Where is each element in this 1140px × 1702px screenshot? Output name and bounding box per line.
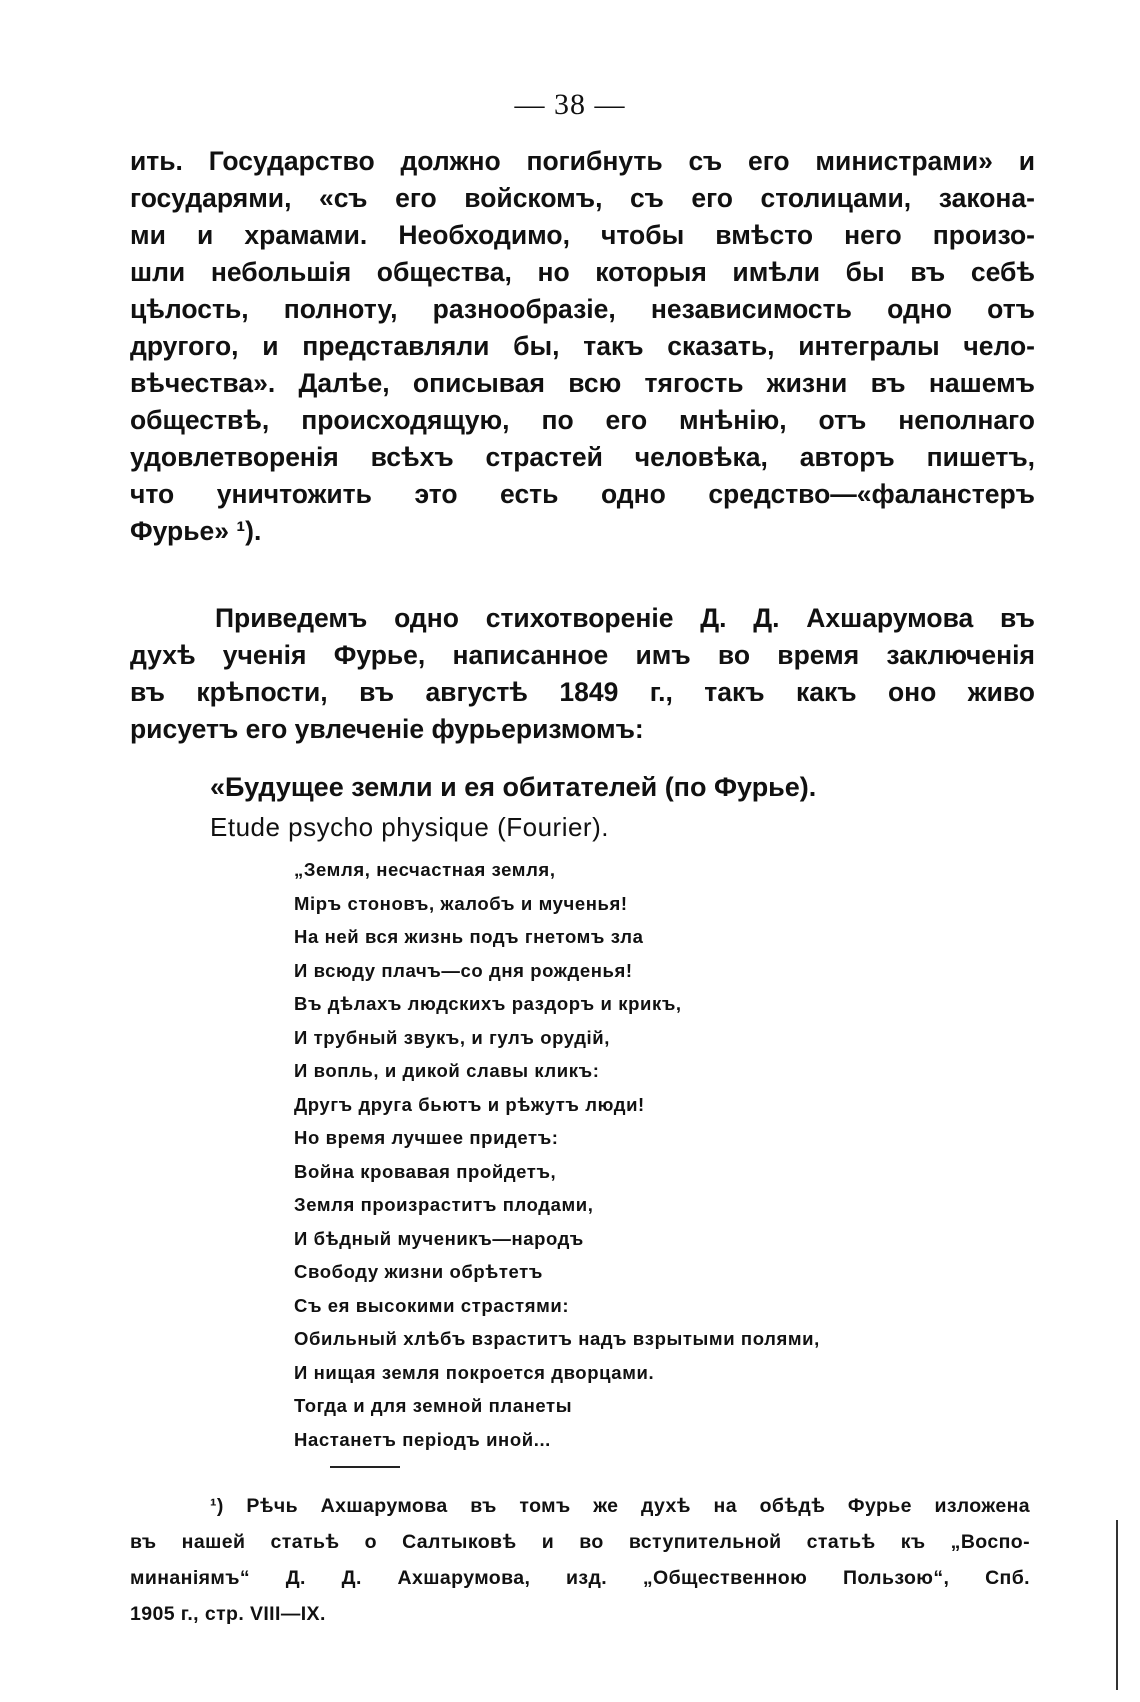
- poem-verses: [294, 853, 820, 1456]
- poem-verse: Тогда и для земной планеты: [294, 1395, 573, 1416]
- text-line: Фурье» ¹).: [130, 516, 262, 546]
- poem-verse: И нищая земля покроется дворцами.: [294, 1361, 655, 1383]
- poem-verse: И всюду плачъ—со дня рожденья!: [294, 959, 633, 981]
- text-line: вѣчества». Далѣе, описывая всю тягость жизни въ нашемъ: [130, 368, 1035, 398]
- text-line: шли небольшія общества, но которыя имѣли бы въ себѣ: [130, 257, 1035, 287]
- text-line: цѣлость, полноту, разнообразіе, независимость одно отъ: [130, 294, 1035, 324]
- poem-verse: И бѣдный мученикъ—народъ: [294, 1227, 584, 1249]
- page-number: — 38 —: [514, 88, 626, 121]
- footnote-line: въ нашей статьѣ о Салтыковѣ и во вступительной статьѣ къ „Воспо-: [130, 1531, 1030, 1553]
- text-line: въ крѣпости, въ августѣ 1849 г., такъ какъ оно живо: [130, 677, 1035, 707]
- text-line: государями, «съ его войскомъ, съ его столицами, закона-: [130, 183, 1035, 213]
- poem-verse: Свободу жизни обрѣтетъ: [294, 1261, 543, 1282]
- footnote-line: ¹) Рѣчь Ахшарумова въ томъ же духѣ на обѣдѣ Фурье изложена: [210, 1495, 1030, 1517]
- poem-verse: Земля произраститъ плодами,: [294, 1194, 594, 1215]
- main-paragraph: [130, 143, 1035, 550]
- text-line: духѣ ученія Фурье, написанное имъ во время заключенія: [130, 640, 1035, 670]
- poem-verse: И трубный звукъ, и гулъ орудій,: [294, 1026, 610, 1048]
- poem-verse: Въ дѣлахъ людскихъ раздоръ и крикъ,: [294, 993, 682, 1014]
- poem-verse: Міръ стоновъ, жалобъ и мученья!: [294, 892, 628, 914]
- poem-verse: Настанетъ періодъ иной...: [294, 1428, 551, 1450]
- poem-verse: Съ ея высокими страстями:: [294, 1294, 570, 1316]
- poem-verse: Обильный хлѣбъ взраститъ надъ взрытыми полями,: [294, 1328, 820, 1349]
- text-line: рисуетъ его увлеченіе фурьеризмомъ:: [130, 714, 644, 744]
- footnote-line: минаніямъ“ Д. Д. Ахшарумова, изд. „Общественною Пользою“, Спб.: [130, 1567, 1030, 1589]
- poem-title: «Будущее земли и ея обитателей (по Фурье).: [210, 772, 817, 802]
- poem-subtitle: Etude psycho physique (Fourier).: [210, 812, 609, 842]
- scan-edge-mark: [1116, 1520, 1118, 1690]
- poem-verse: И вопль, и дикой славы кликъ:: [294, 1060, 600, 1081]
- poem-verse: Но время лучшее придетъ:: [294, 1127, 559, 1148]
- second-paragraph: [130, 600, 1035, 748]
- text-line: что уничтожить это есть одно средство—«фаланстеръ: [130, 479, 1035, 509]
- text-line: ми и храмами. Необходимо, чтобы вмѣсто него произо-: [130, 220, 1035, 250]
- text-line: ить. Государство должно погибнуть съ его министрами» и: [130, 146, 1035, 176]
- footnote: [130, 1488, 1030, 1632]
- text-line: обществѣ, происходящую, по его мнѣнію, отъ неполнаго: [130, 405, 1035, 435]
- poem-verse: Другъ друга бьютъ и рѣжутъ люди!: [294, 1093, 645, 1115]
- text-line: Приведемъ одно стихотвореніе Д. Д. Ахшарумова въ: [215, 603, 1035, 633]
- text-line: удовлетворенія всѣхъ страстей человѣка, авторъ пишетъ,: [130, 442, 1035, 472]
- poem-verse: Война кровавая пройдетъ,: [294, 1160, 557, 1182]
- footnote-line: 1905 г., стр. VIII—IX.: [130, 1603, 326, 1625]
- poem-verse: На ней вся жизнь подъ гнетомъ зла: [294, 926, 644, 947]
- footnote-divider: [330, 1466, 400, 1468]
- text-line: другого, и представляли бы, такъ сказать, интегралы чело-: [130, 331, 1035, 361]
- poem-verse: „Земля, несчастная земля,: [294, 859, 556, 880]
